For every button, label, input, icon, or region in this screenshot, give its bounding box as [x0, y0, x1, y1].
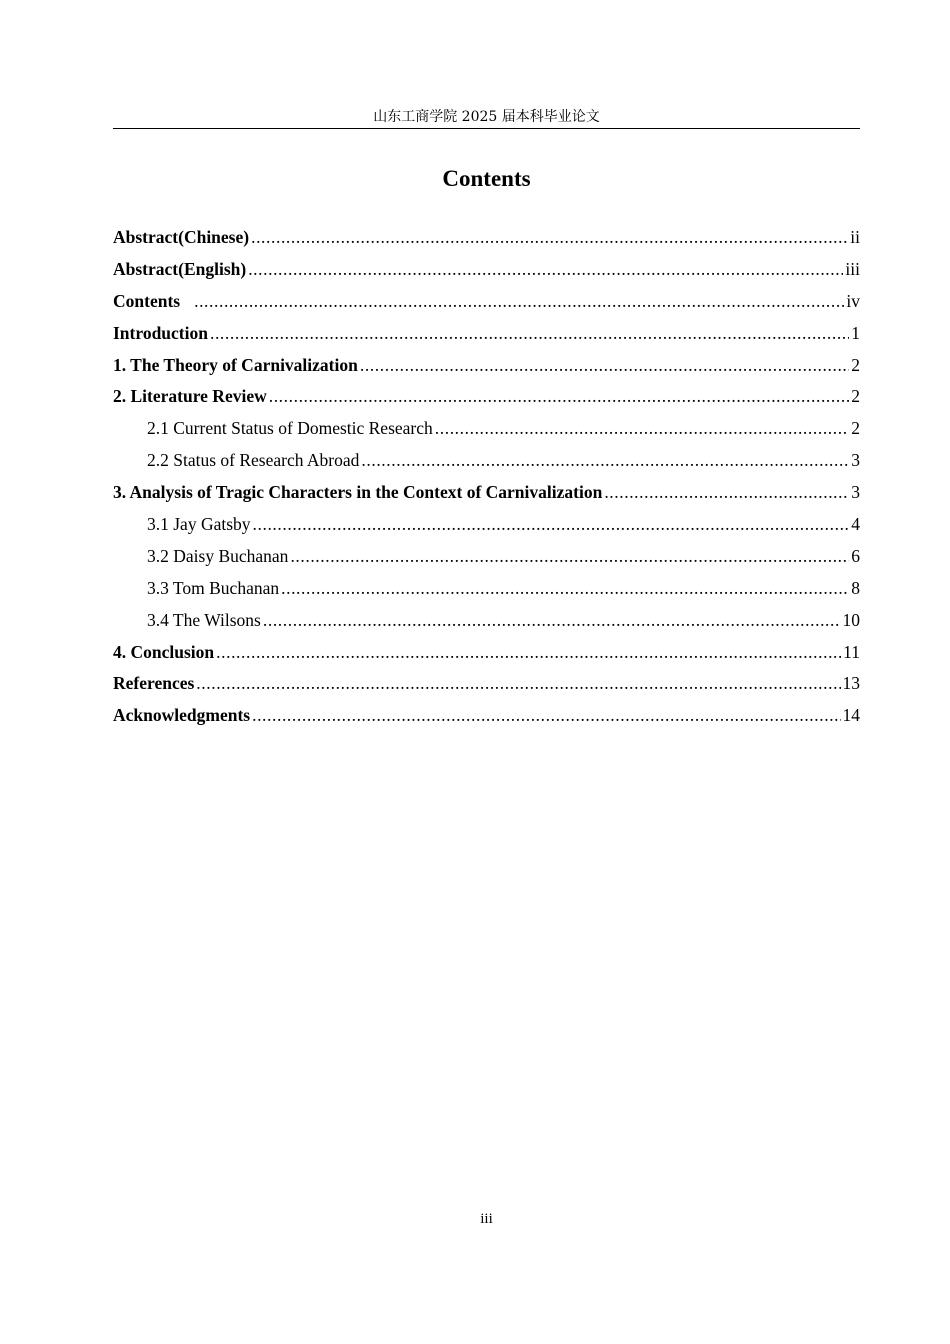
- toc-entry-page: 8: [851, 577, 860, 598]
- toc-entry-label: 2. Literature Review: [113, 386, 267, 407]
- toc-entry-section-3-2[interactable]: [113, 541, 860, 573]
- toc-entry-section-2-1[interactable]: [113, 413, 860, 445]
- toc-entry-abstract-english[interactable]: [113, 254, 860, 286]
- toc-entry-chapter-4[interactable]: [113, 637, 860, 669]
- running-header: 山东工商学院 2025 届本科毕业论文: [373, 109, 600, 125]
- toc-dot-leader: [210, 318, 849, 350]
- toc-entry-section-2-2[interactable]: [113, 445, 860, 477]
- toc-entry-abstract-chinese[interactable]: [113, 222, 860, 254]
- toc-entry-page: ii: [850, 227, 860, 247]
- toc-entry-contents[interactable]: [113, 286, 860, 318]
- toc-entry-label: 3.1 Jay Gatsby: [147, 514, 251, 535]
- toc-entry-page: 3: [851, 450, 860, 471]
- toc-entry-section-3-1[interactable]: [113, 509, 860, 541]
- header-rule: [113, 128, 860, 129]
- toc-entry-label: References: [113, 673, 195, 694]
- toc-entry-page: 4: [851, 514, 860, 535]
- toc-entry-page: iv: [846, 290, 860, 311]
- table-of-contents: [113, 222, 860, 732]
- toc-entry-label: 2.2 Status of Research Abroad: [147, 450, 360, 471]
- toc-dot-leader: [269, 381, 850, 413]
- toc-entry-page: 2: [851, 386, 860, 407]
- toc-entry-label: 1. The Theory of Carnivalization: [113, 354, 358, 375]
- toc-entry-label: Acknowledgments: [113, 705, 251, 726]
- toc-dot-leader: [196, 668, 840, 700]
- toc-entry-label: Introduction: [113, 322, 208, 343]
- toc-entry-label: Abstract(Chinese): [113, 227, 250, 247]
- toc-entry-references[interactable]: [113, 668, 860, 700]
- toc-entry-page: 13: [842, 673, 860, 694]
- toc-dot-leader: [251, 222, 848, 254]
- toc-entry-page: 1: [851, 322, 860, 343]
- toc-entry-label: Contents: [113, 290, 181, 311]
- toc-entry-chapter-3[interactable]: [113, 477, 860, 509]
- toc-entry-introduction[interactable]: [113, 318, 860, 350]
- toc-dot-leader: [435, 413, 849, 445]
- toc-dot-leader: [290, 541, 849, 573]
- toc-entry-label: 2.1 Current Status of Domestic Research: [147, 418, 433, 439]
- toc-entry-page: 14: [842, 705, 860, 726]
- toc-entry-page: 10: [842, 609, 860, 630]
- toc-dot-leader: [253, 509, 850, 541]
- page-number: iii: [480, 1211, 493, 1227]
- toc-entry-label: Abstract(English): [113, 258, 247, 279]
- page-title: Contents: [442, 166, 531, 191]
- toc-entry-section-3-4[interactable]: [113, 605, 860, 637]
- toc-entry-chapter-1[interactable]: [113, 350, 860, 382]
- toc-entry-label: 3.2 Daisy Buchanan: [147, 545, 289, 566]
- toc-entry-section-3-3[interactable]: [113, 573, 860, 605]
- toc-entry-chapter-2[interactable]: [113, 381, 860, 413]
- toc-dot-leader: [361, 445, 849, 477]
- toc-entry-page: 2: [851, 418, 860, 439]
- toc-dot-leader: [194, 286, 844, 318]
- toc-entry-page: 3: [851, 482, 860, 503]
- toc-entry-label: 3.4 The Wilsons: [147, 609, 261, 630]
- toc-dot-leader: [248, 254, 843, 286]
- toc-entry-page: iii: [845, 258, 860, 279]
- toc-entry-label: 3. Analysis of Tragic Characters in the Context of Carnivalization: [113, 482, 603, 503]
- toc-dot-leader: [216, 637, 841, 669]
- toc-entry-page: 2: [851, 354, 860, 375]
- toc-entry-label: 4. Conclusion: [113, 641, 215, 662]
- toc-entry-page: 6: [851, 545, 860, 566]
- toc-dot-leader: [252, 700, 840, 732]
- toc-dot-leader: [281, 573, 849, 605]
- toc-entry-acknowledgments[interactable]: [113, 700, 860, 732]
- toc-dot-leader: [604, 477, 849, 509]
- toc-dot-leader: [360, 350, 849, 382]
- toc-entry-page: 11: [843, 641, 860, 662]
- toc-dot-leader: [263, 605, 841, 637]
- toc-entry-label: 3.3 Tom Buchanan: [147, 577, 280, 598]
